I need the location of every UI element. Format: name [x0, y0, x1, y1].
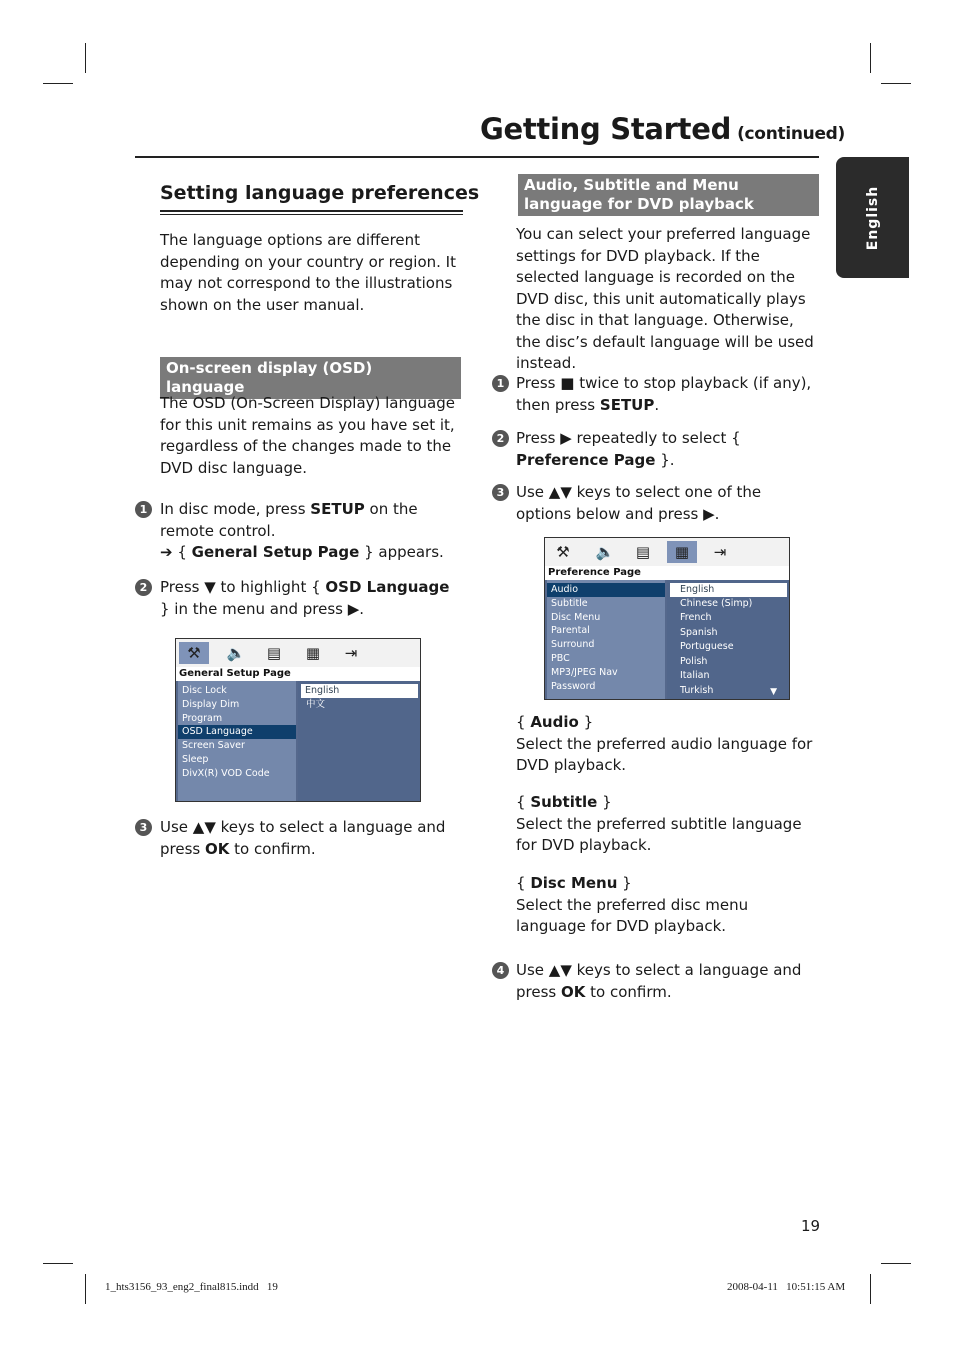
menu-item: Surround	[551, 639, 595, 651]
step-3-text: Use ▲▼ keys to select a language and press OK to confirm.	[160, 818, 446, 858]
menu-item: Subtitle	[551, 597, 588, 609]
step-number-icon: 2	[492, 430, 509, 447]
section-rule	[160, 214, 463, 215]
menu-option: Italian	[680, 670, 710, 682]
title-rule	[135, 156, 819, 158]
audio-option-title: Audio	[530, 713, 579, 731]
crop-mark	[43, 1263, 73, 1264]
menu-option: Spanish	[680, 626, 718, 638]
menu-item-selected: Audio	[547, 583, 665, 597]
menu-option-selected: English	[670, 583, 787, 597]
right-step-1-text: Press ■ twice to stop playback (if any), then press SETUP.	[516, 374, 812, 414]
language-tab: English	[836, 157, 909, 278]
menu-icon-bar	[545, 538, 789, 566]
crop-mark	[85, 43, 86, 73]
intro-text: The language options are different depending on your country or region. It may not correspond to the illustrations shown on the user manual.	[160, 231, 456, 314]
menu-option-selected: English	[301, 684, 418, 698]
stop-icon: ■	[560, 374, 575, 392]
menu-options	[298, 681, 420, 801]
menu-option: Polish	[680, 655, 708, 667]
scroll-down-icon: ▼	[770, 687, 777, 697]
section-title: Setting language preferences	[160, 182, 480, 204]
general-setup-menu	[175, 638, 421, 802]
crop-mark	[85, 1274, 86, 1304]
step-number-icon: 1	[135, 501, 152, 518]
menu-item: MP3/JPEG Nav	[551, 666, 618, 678]
film-icon: ▤	[635, 543, 651, 561]
crop-mark	[881, 1263, 911, 1264]
preference-menu	[544, 537, 790, 700]
menu-item: DivX(R) VOD Code	[182, 767, 270, 779]
grid-icon: ▦	[305, 644, 321, 662]
menu-item: Disc Lock	[182, 685, 227, 696]
menu-option: 中文	[306, 698, 326, 710]
menu-item: Screen Saver	[182, 740, 245, 752]
audio-subtitle-menu-bar: Audio, Subtitle and Menu language for DVD playback	[518, 174, 819, 216]
tools-icon: ⚒	[556, 543, 570, 561]
menu-item-selected: OSD Language	[178, 725, 296, 739]
menu-option: Turkish	[680, 684, 714, 696]
exit-icon: ⇥	[713, 543, 727, 561]
menu-item: Parental	[551, 625, 590, 637]
discmenu-option-title: Disc Menu	[530, 874, 618, 892]
menu-item: Password	[551, 680, 596, 692]
crop-mark	[870, 43, 871, 73]
menu-item: Disc Menu	[551, 611, 601, 623]
crop-mark	[881, 83, 911, 84]
tools-icon: ⚒	[179, 642, 209, 664]
menu-item: PBC	[551, 652, 570, 664]
menu-item: Sleep	[182, 753, 209, 765]
right-step-2-text: Press ▶ repeatedly to select { Preference Page }.	[516, 429, 741, 469]
speaker-icon: 🔈	[595, 543, 615, 561]
footer-filename: 1_hts3156_93_eng2_final815.indd 19	[105, 1281, 278, 1293]
speaker-icon: 🔈	[226, 644, 246, 662]
right-step-3-text: Use ▲▼ keys to select one of the options below and press ▶.	[516, 483, 762, 523]
crop-mark	[43, 83, 73, 84]
menu-icon-bar	[176, 639, 420, 667]
step-number-icon: 3	[492, 484, 509, 501]
page-number: 19	[801, 1217, 821, 1235]
step-number-icon: 3	[135, 819, 152, 836]
step-number-icon: 2	[135, 579, 152, 596]
section-title-block	[160, 172, 480, 215]
menu-items	[178, 681, 296, 801]
osd-section-bar: On-screen display (OSD) language	[160, 357, 461, 399]
subtitle-option-desc: { Subtitle } Select the preferred subtitle language for DVD playback.	[516, 793, 802, 854]
film-icon: ▤	[266, 644, 282, 662]
crop-mark	[870, 1274, 871, 1304]
section-rule	[160, 210, 463, 212]
exit-icon: ⇥	[344, 644, 358, 662]
menu-items	[547, 580, 665, 699]
right-step-4-text: Use ▲▼ keys to select a language and press OK to confirm.	[516, 961, 802, 1001]
footer-date: 2008-04-11 10:51:15 AM	[727, 1281, 846, 1293]
page-title-continued: (continued)	[737, 124, 846, 144]
menu-option: Chinese (Simp)	[680, 597, 753, 609]
menu-header: Preference Page	[545, 566, 789, 580]
menu-option: French	[680, 612, 712, 624]
step-1-text: In disc mode, press SETUP on the remote control. ➔ { General Setup Page } appears.	[160, 500, 444, 561]
audio-option-desc: { Audio } Select the preferred audio language for DVD playback.	[516, 713, 813, 774]
osd-intro-text: The OSD (On-Screen Display) language for this unit remains as you have set it, regardless of the changes made to the DVD disc language.	[160, 394, 455, 477]
step-2-text: Press ▼ to highlight { OSD Language } in the menu and press ▶.	[160, 578, 450, 618]
discmenu-option-desc: { Disc Menu } Select the preferred disc menu language for DVD playback.	[516, 874, 749, 935]
menu-item: Program	[182, 712, 223, 724]
step-number-icon: 4	[492, 962, 509, 979]
menu-options	[667, 580, 789, 699]
grid-icon: ▦	[667, 541, 697, 563]
menu-item: Display Dim	[182, 698, 240, 710]
right-intro-text: You can select your preferred language settings for DVD playback. If the selected language is recorded on the DVD disc, this unit automatically plays the disc in that language. Otherwise, the disc’s default language will be used instead.	[516, 225, 814, 372]
menu-header: General Setup Page	[176, 667, 420, 681]
subtitle-option-title: Subtitle	[530, 793, 598, 811]
menu-option: Portuguese	[680, 641, 734, 653]
page-title: Getting Started (continued)	[480, 112, 846, 146]
step-number-icon: 1	[492, 375, 509, 392]
